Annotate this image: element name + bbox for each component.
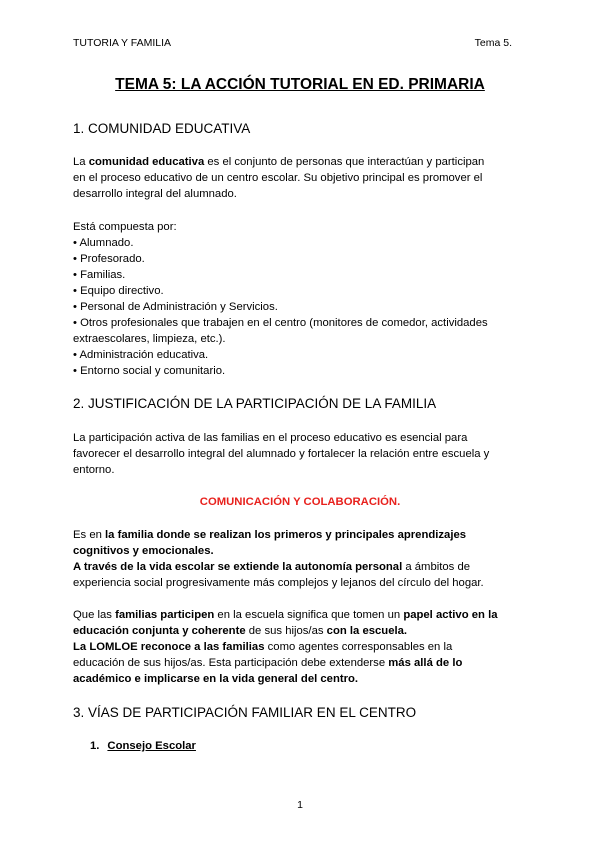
list-item: • Administración educativa. [73, 349, 209, 361]
page-title: TEMA 5: LA ACCIÓN TUTORIAL EN ED. PRIMARIA [115, 76, 485, 93]
header-right: Tema 5. [474, 37, 512, 49]
list-item: • Personal de Administración y Servicios. [73, 301, 278, 313]
highlight-heading: COMUNICACIÓN Y COLABORACIÓN. [199, 496, 401, 508]
page-number: 1 [297, 799, 303, 811]
intro-paragraph: La comunidad educativa es el conjunto de personas que interactúan y participan en el proceso educativo de un centro escolar. Su objetivo principal es promover el desarrollo integral del alumnado. [73, 156, 485, 200]
list-item: extraescolares, limpieza, etc.). [73, 333, 226, 345]
list-item: • Otros profesionales que trabajen en el centro (monitores de comedor, actividades [73, 317, 488, 329]
list-item: • Entorno social y comunitario. [73, 365, 226, 377]
header-left: TUTORIA Y FAMILIA [73, 37, 172, 49]
justification-paragraph: La participación activa de las familias en el proceso educativo es esencial para favorecer el desarrollo integral del alumnado y fortalecer la relación entre escuela y entorno. [73, 432, 490, 476]
list-item: • Alumnado. [73, 237, 134, 249]
participation-paragraph: Que las familias participen en la escuela significa que tomen un papel activo en la educación conjunta y coherente de sus hijos/as con la escuela. La LOMLOE reconoce a las familias como agentes corresponsables en la educación de sus hijos/as. Esta participación debe extenderse más allá de lo académico e implicarse en la vida general del centro. [73, 609, 498, 685]
section-heading-1: 1. COMUNIDAD EDUCATIVA [73, 121, 251, 136]
members-list: Está compuesta por: • Alumnado. • Profesorado. • Familias. • Equipo directivo. • Personal de Administración y Servicios. • Otros profesionales que trabajen en el centro (monitores de comedor, actividades extraescolares, limpieza, etc.). • Administración educativa. • Entorno social y comunitario. [73, 219, 523, 379]
list-item: • Equipo directivo. [73, 285, 164, 297]
section-heading-3: 3. VÍAS DE PARTICIPACIÓN FAMILIAR EN EL CENTRO [73, 705, 417, 720]
family-paragraph: Es en la familia donde se realizan los primeros y principales aprendizajes cognitivos y emocionales. A través de la vida escolar se extiende la autonomía personal a ámbitos de experiencia social progresivamente más complejos y lejanos del círculo del hogar. [73, 529, 484, 589]
list-item: • Familias. [73, 269, 126, 281]
subitem-consejo-escolar: 1. Consejo Escolar [90, 740, 196, 752]
section-heading-2: 2. JUSTIFICACIÓN DE LA PARTICIPACIÓN DE LA FAMILIA [73, 396, 437, 411]
list-item: • Profesorado. [73, 253, 145, 265]
